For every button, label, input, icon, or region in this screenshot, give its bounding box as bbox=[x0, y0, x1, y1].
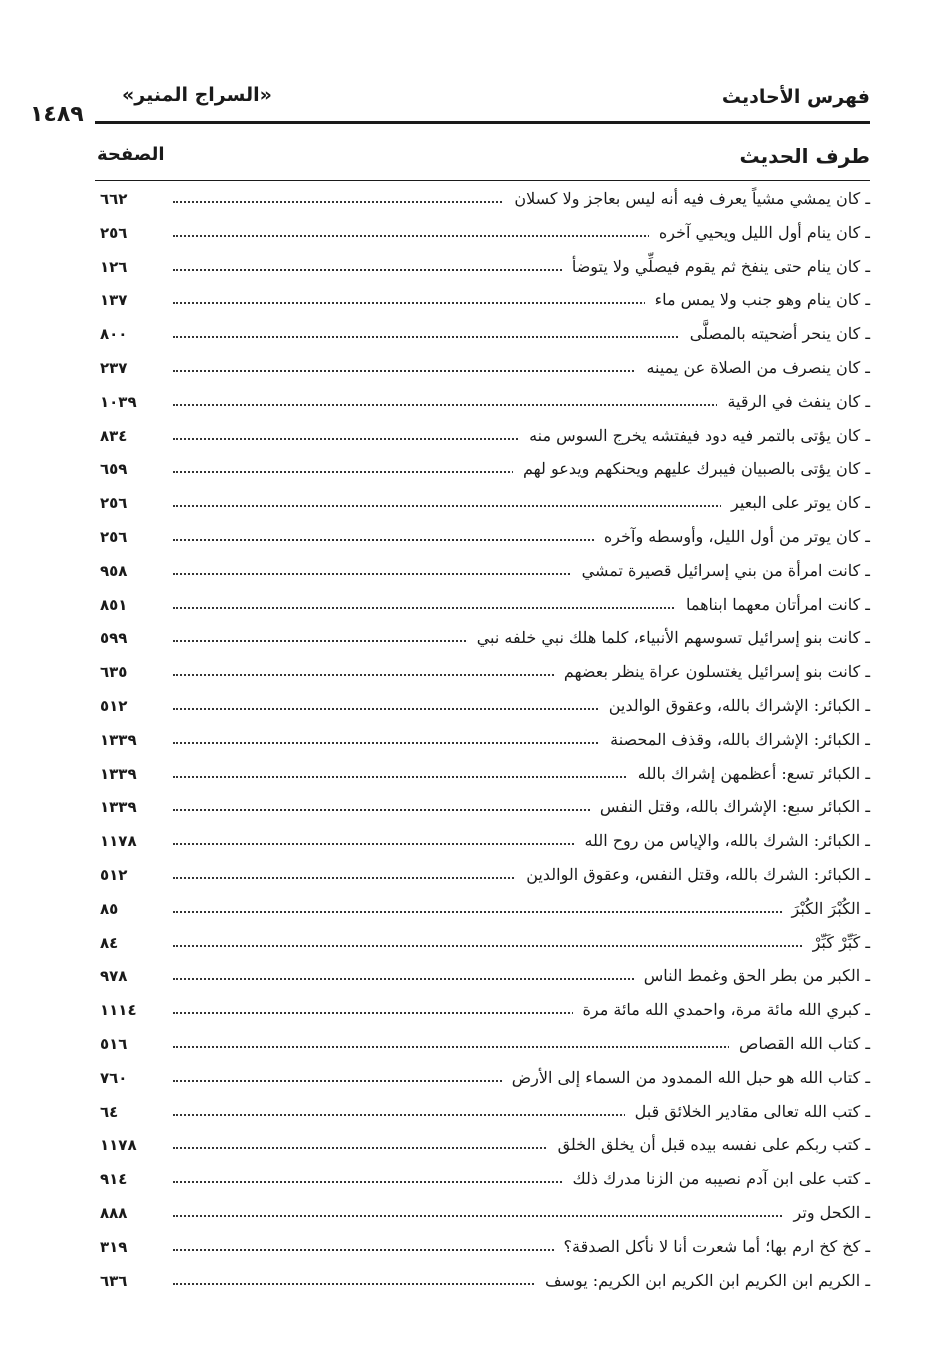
index-entry bbox=[95, 1232, 870, 1266]
entry-hadith-text: ـ كانت بنو إسرائيل تسوسهم الأنبياء، كلما هلك نبي خلفه نبي bbox=[467, 628, 870, 647]
dot-leader bbox=[173, 911, 862, 913]
entry-page-number: ٨٨٨ bbox=[100, 1203, 128, 1222]
entry-hadith-text: ـ كتب على ابن آدم نصيبه من الزنا مدرك ذلك bbox=[562, 1169, 870, 1188]
index-entry bbox=[95, 184, 870, 218]
entry-hadith-text: ـ كتاب الله القصاص bbox=[729, 1034, 870, 1053]
index-entry bbox=[95, 1130, 870, 1164]
entry-hadith-text: ـ كانت امرأتان معهما ابناهما bbox=[676, 595, 870, 614]
entry-hadith-text: ـ الكبر من بطر الحق وغمط الناس bbox=[634, 966, 870, 985]
entry-page-number: ٧٦٠ bbox=[100, 1068, 128, 1087]
entry-hadith-text: ـ الكريم ابن الكريم ابن الكريم ابن الكريم: يوسف bbox=[535, 1271, 870, 1290]
entry-hadith-text: ـ كتاب الله هو حبل الله الممدود من السماء إلى الأرض bbox=[502, 1068, 870, 1087]
entry-page-number: ٨٠٠ bbox=[100, 325, 128, 344]
entry-hadith-text: ـ الكبائر: الإشراك بالله، وعقوق الوالدين bbox=[599, 696, 870, 715]
entry-hadith-text: ـ الكبائر سبع: الإشراك بالله، وقتل النفس bbox=[590, 797, 870, 816]
entry-hadith-text: ـ كان يؤتى بالتمر فيه دود فيفتشه يخرج السوس منه bbox=[519, 426, 870, 445]
entry-hadith-text: ـ كَبِّرْ كَبِّرْ bbox=[803, 933, 870, 952]
running-header bbox=[30, 84, 870, 127]
index-entry bbox=[95, 1097, 870, 1131]
index-entry bbox=[95, 961, 870, 995]
column-headings bbox=[95, 144, 870, 174]
book-title: «السراج المنير» bbox=[122, 84, 272, 106]
entry-page-number: ٣١٩ bbox=[100, 1237, 128, 1256]
dot-leader bbox=[173, 1215, 862, 1217]
entry-page-number: ٩٥٨ bbox=[100, 561, 128, 580]
index-entry bbox=[95, 387, 870, 421]
index-entries bbox=[95, 184, 870, 1299]
entry-page-number: ١٣٧ bbox=[100, 291, 128, 310]
entry-page-number: ٥١٦ bbox=[100, 1034, 128, 1053]
entry-page-number: ١٣٣٩ bbox=[100, 798, 137, 817]
entry-hadith-text: ـ كتب ربكم على نفسه بيده قبل أن يخلق الخلق bbox=[548, 1135, 870, 1154]
entry-page-number: ٩٧٨ bbox=[100, 967, 128, 986]
index-entry bbox=[95, 860, 870, 894]
index-entry bbox=[95, 1198, 870, 1232]
entry-hadith-text: ـ الكبائر تسع: أعظمهن إشراك بالله bbox=[628, 764, 870, 783]
entry-hadith-text: ـ كانت امرأة من بني إسرائيل قصيرة تمشي bbox=[572, 561, 870, 580]
index-entry bbox=[95, 1266, 870, 1300]
index-entry bbox=[95, 454, 870, 488]
entry-page-number: ٦٥٩ bbox=[100, 460, 128, 479]
index-entry bbox=[95, 657, 870, 691]
entry-page-number: ٦٣٥ bbox=[100, 663, 128, 682]
entry-hadith-text: ـ كتب الله تعالى مقادير الخلائق قبل bbox=[625, 1102, 870, 1121]
index-entry bbox=[95, 826, 870, 860]
index-entry bbox=[95, 928, 870, 962]
entry-hadith-text: ـ الكبائر: الشرك بالله، وقتل النفس، وعقوق الوالدين bbox=[516, 865, 870, 884]
entry-page-number: ١٢٦ bbox=[100, 257, 128, 276]
index-entry bbox=[95, 218, 870, 252]
dot-leader bbox=[173, 945, 862, 947]
entry-page-number: ١٣٣٩ bbox=[100, 764, 137, 783]
entry-page-number: ٦٦٢ bbox=[100, 190, 128, 208]
index-entry bbox=[95, 285, 870, 319]
column-rule bbox=[95, 180, 870, 181]
entry-hadith-text: ـ كبري الله مائة مرة، واحمدي الله مائة مرة bbox=[573, 1000, 870, 1019]
entry-hadith-text: ـ كان ينام حتى ينفخ ثم يقوم فيصلِّي ولا يتوضأ bbox=[562, 257, 870, 276]
entry-hadith-text: ـ كان ينصرف من الصلاة عن يمينه bbox=[636, 358, 870, 377]
entry-page-number: ١١٧٨ bbox=[100, 1136, 137, 1155]
index-entry bbox=[95, 319, 870, 353]
entry-page-number: ٥٩٩ bbox=[100, 629, 128, 648]
index-entry bbox=[95, 623, 870, 657]
index-entry bbox=[95, 353, 870, 387]
entry-page-number: ١٣٣٩ bbox=[100, 730, 137, 749]
entry-page-number: ٢٥٦ bbox=[100, 494, 128, 513]
index-entry bbox=[95, 590, 870, 624]
entry-page-number: ٨٤ bbox=[100, 933, 119, 952]
index-entry bbox=[95, 522, 870, 556]
entry-hadith-text: ـ الكُبْرَ الكُبْرَ bbox=[782, 899, 870, 918]
index-entry bbox=[95, 759, 870, 793]
index-entry bbox=[95, 1029, 870, 1063]
entry-hadith-text: ـ كان يؤتى بالصبيان فيبرك عليهم ويحنكهم ويدعو لهم bbox=[513, 459, 870, 478]
entry-page-number: ٩١٤ bbox=[100, 1170, 128, 1189]
index-entry bbox=[95, 691, 870, 725]
entry-hadith-text: ـ الكبائر: الإشراك بالله، وقذف المحصنة bbox=[600, 730, 870, 749]
entry-page-number: ٥١٢ bbox=[100, 696, 128, 715]
entry-hadith-text: ـ كان يوتر على البعير bbox=[721, 493, 870, 512]
entry-hadith-text: ـ كانت بنو إسرائيل يغتسلون عراة ينظر بعضهم bbox=[554, 662, 870, 681]
entry-page-number: ٨٣٤ bbox=[100, 426, 128, 445]
entry-hadith-text: ـ الكحل وتر bbox=[784, 1203, 870, 1222]
entry-page-number: ٢٣٧ bbox=[100, 358, 128, 377]
index-entry bbox=[95, 995, 870, 1029]
header-rule bbox=[95, 121, 870, 124]
entry-hadith-text: ـ كان ينحر أضحيته بالمصلَّى bbox=[680, 324, 870, 343]
index-entry bbox=[95, 1063, 870, 1097]
column-heading-page: الصفحة bbox=[97, 144, 165, 165]
entry-page-number: ٦٣٦ bbox=[100, 1271, 128, 1290]
index-entry bbox=[95, 421, 870, 455]
entry-page-number: ٢٥٦ bbox=[100, 223, 128, 242]
entry-hadith-text: ـ كان ينام وهو جنب ولا يمس ماء bbox=[645, 290, 870, 309]
index-entry bbox=[95, 252, 870, 286]
entry-hadith-text: ـ كان ينفث في الرقية bbox=[717, 392, 870, 411]
index-entry bbox=[95, 556, 870, 590]
entry-hadith-text: ـ الكبائر: الشرك بالله، والإياس من روح الله bbox=[574, 831, 870, 850]
index-entry bbox=[95, 488, 870, 522]
entry-page-number: ٦٤ bbox=[100, 1102, 119, 1121]
index-entry bbox=[95, 894, 870, 928]
entry-page-number: ٨٥ bbox=[100, 899, 119, 918]
entry-page-number: ٥١٢ bbox=[100, 865, 128, 884]
entry-page-number: ٨٥١ bbox=[100, 595, 128, 614]
entry-page-number: ١١١٤ bbox=[100, 1001, 137, 1020]
index-entry bbox=[95, 792, 870, 826]
index-entry bbox=[95, 1164, 870, 1198]
entry-page-number: ١١٧٨ bbox=[100, 832, 137, 851]
entry-page-number: ١٠٣٩ bbox=[100, 392, 137, 411]
entry-hadith-text: ـ كان يوتر من أول الليل، وأوسطه وآخره bbox=[594, 527, 870, 546]
entry-hadith-text: ـ كان ينام أول الليل ويحيي آخره bbox=[649, 223, 870, 242]
section-title: فهرس الأحاديث bbox=[721, 86, 870, 108]
page-number: ١٤٨٩ bbox=[30, 102, 84, 127]
entry-page-number: ٢٥٦ bbox=[100, 527, 128, 546]
entry-hadith-text: ـ كان يمشي مشياً يعرف فيه أنه ليس بعاجز ولا كسلان bbox=[504, 189, 870, 208]
column-heading-hadith: طرف الحديث bbox=[739, 144, 870, 168]
index-entry bbox=[95, 725, 870, 759]
entry-hadith-text: ـ كخ كخ ارم بها؛ أما شعرت أنا لا نأكل الصدقة؟ bbox=[554, 1237, 870, 1256]
